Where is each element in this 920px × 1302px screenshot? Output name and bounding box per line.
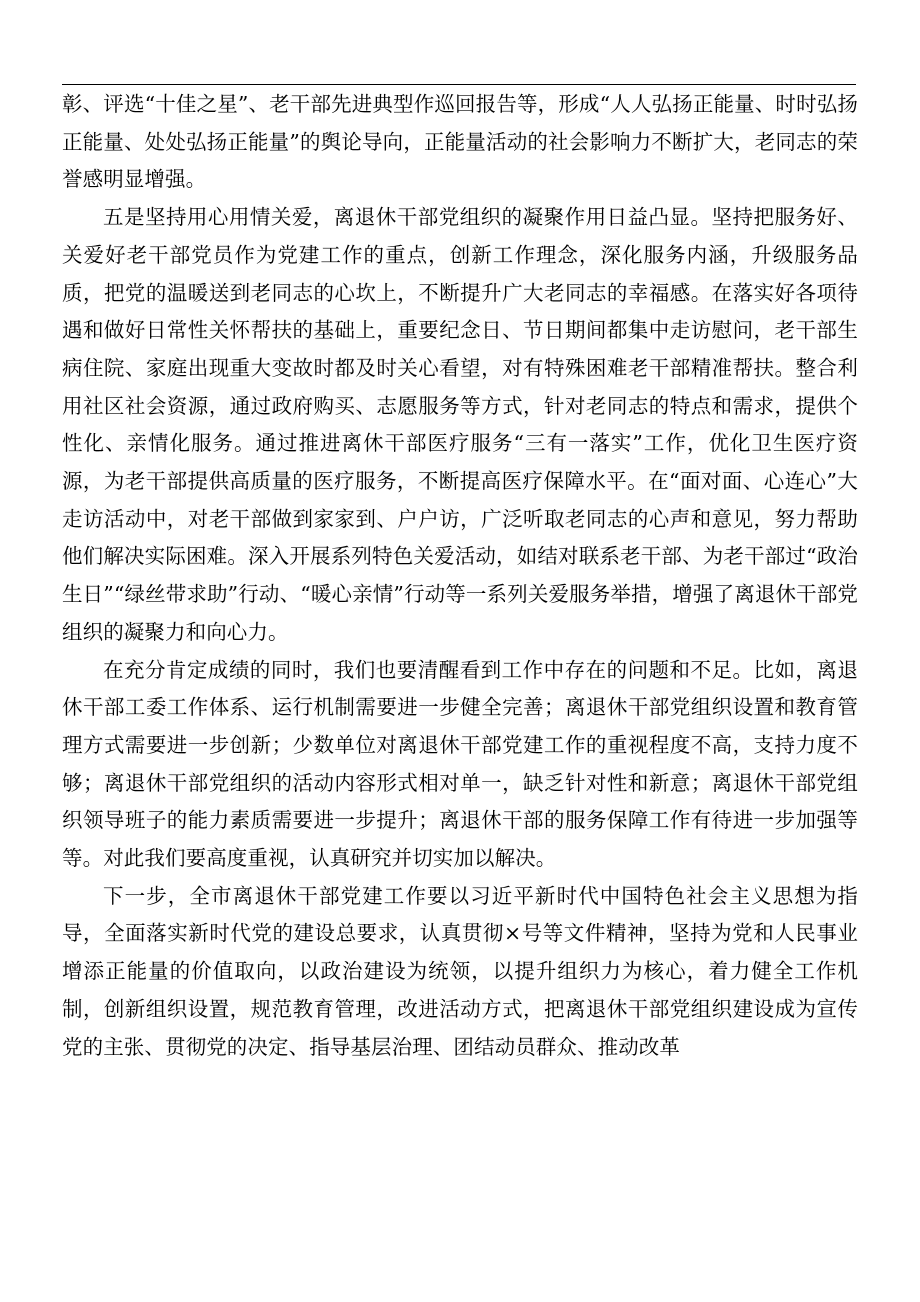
paragraph-continuation: 彰、评选“十佳之星”、老干部先进典型作巡回报告等，形成“人人弘扬正能量、时时弘扬正能量、处处弘扬正能量”的舆论导向，正能量活动的社会影响力不断扩大，老同志的荣誉感明显增强。	[62, 92, 858, 192]
paragraph-care-services: 五是坚持用心用情关爱，离退休干部党组织的凝聚作用日益凸显。坚持把服务好、关爱好老干部党员作为党建工作的重点，创新工作理念，深化服务内涵，升级服务品质，把党的温暖送到老同志的心坎上，不断提升广大老同志的幸福感。在落实好各项待遇和做好日常性关怀帮扶的基础上，重要纪念日、节日期间都集中走访慰问，老干部生病住院、家庭出现重大变故时都及时关心看望，对有特殊困难老干部精准帮扶。整合利用社区社会资源，通过政府购买、志愿服务等方式，针对老同志的特点和需求，提供个性化、亲情化服务。通过推进离休干部医疗服务“三有一落实”工作，优化卫生医疗资源，为老干部提供高质量的医疗服务，不断提高医疗保障水平。在“面对面、心连心”大走访活动中，对老干部做到家家到、户户访，广泛听取老同志的心声和意见，努力帮助他们解决实际困难。深入开展系列特色关爱活动，如结对联系老干部、为老干部过“政治生日”“绿丝带求助”行动、“暖心亲情”行动等一系列关爱服务举措，增强了离退休干部党组织的凝聚力和向心力。	[62, 205, 858, 644]
paragraph-next-steps: 下一步，全市离退休干部党建工作要以习近平新时代中国特色社会主义思想为指导，全面落实新时代党的建设总要求，认真贯彻×号等文件精神，坚持为党和人民事业增添正能量的价值取向，以政治建设为统领，以提升组织力为核心，着力健全工作机制，创新组织设置，规范教育管理，改进活动方式，把离退休干部党组织建设成为宣传党的主张、贯彻党的决定、指导基层治理、团结动员群众、推动改革	[62, 883, 858, 1059]
document-body	[62, 86, 858, 1066]
paragraph-problems: 在充分肯定成绩的同时，我们也要清醒看到工作中存在的问题和不足。比如，离退休干部工委工作体系、运行机制需要进一步健全完善；离退休干部党组织设置和教育管理方式需要进一步创新；少数单位对离退休干部党建工作的重视程度不高，支持力度不够；离退休干部党组织的活动内容形式相对单一，缺乏针对性和新意；离退休干部党组织领导班子的能力素质需要进一步提升；离退休干部的服务保障工作有待进一步加强等等。对此我们要高度重视，认真研究并切实加以解决。	[62, 657, 858, 871]
header-rule	[62, 84, 856, 85]
